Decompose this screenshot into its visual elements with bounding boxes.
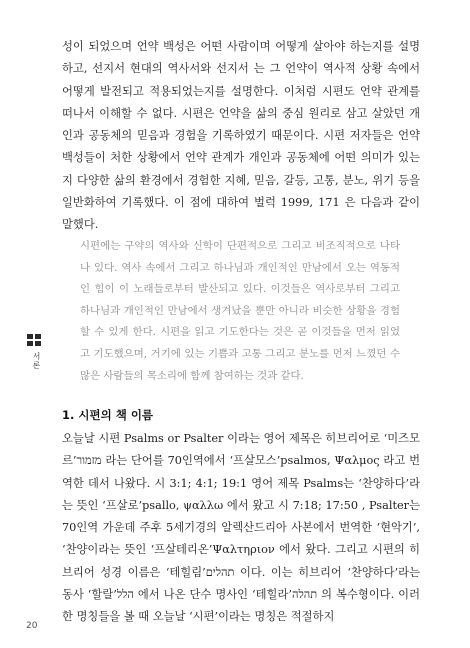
section-heading: 1. 시편의 책 이름 bbox=[62, 408, 154, 422]
section-marker-icon bbox=[27, 334, 43, 346]
block-quote: 시편에는 구약의 역사와 신학이 단편적으로 그리고 비조직적으로 나타나 있다. 역사 속에서 그리고 하나님과 개인적인 만남에서 오는 역동적인 힘이 이 노래들로부터 발산되고 있다. 이것들은 역사로부터 그리고 하나님과 개인적인 만남에서 생겨났을 뿐만 아니라 비슷한 상황을 경험할 수 있게 한다. 시편을 읽고 기도한다는 것은 곧 이것들을 먼저 읽었고 기도했으며, 거기에 있는 기쁨과 고통 그리고 분노를 먼저 느꼈던 수많은 사람들의 목소리에 함께 참여하는 것과 같다. bbox=[80, 240, 400, 382]
page-number: 20 bbox=[26, 621, 38, 631]
intro-paragraph: 성이 되었으며 언약 백성은 어떤 사람이며 어떻게 살아야 하는지를 설명하고, 선지서 현대의 역사서와 선지서 는 그 언약이 역사적 상황 속에서 어떻게 발전되고 적용되었는지를 설명한다. 이처럼 시편도 언약 관계를 떠나서 이해할 수 없다. 시편은 언약을 삶의 중심 원리로 삼고 살았던 개인과 공동체의 믿음과 경험을 기록하였기 때문이다. 시편 저자들은 언약 백성들이 처한 상황에서 언약 관계가 개인과 공동체에 어떤 의미가 있는지 다양한 삶의 환경에서 경험한 지혜, 믿음, 갈등, 고통, 분노, 위기 등을 일반화하여 기록했다. 이 점에 대하여 벌럭 1999, 171 은 다음과 같이 말했다. bbox=[62, 40, 420, 232]
body-paragraph: 오늘날 시편 Psalms or Psalter 이라는 영어 제목은 히브리어로 ‘미즈모르’מזמור 라는 단어를 70인역에서 ‘프살모스’psalmos, Ψαλμος 라고 번역한 데서 나왔다. 시 3:1; 4:1; 19:1 영어 제목 Psalms는 ‘찬양하다’라는 뜻인 ‘프살로’psallo, ψαλλω 에서 왔고 시 7:18; 17:50 , Psalter는 70인역 가운데 주후 5세기경의 알렉산드리아 사본에서 번역한 ‘현악기’, ‘찬양이라는 뜻인 ‘프살테리온’Ψαλτηριον 에서 왔다. 그리고 시편의 히브리어 성경 이름은 ‘테힐림’תהלים 이다. 이는 히브리어 ‘찬양하다’라는 동사 ‘할랄’הלל 에서 나온 단수 명사인 ‘테힐라’תהלה 의 복수형이다. 이러한 명칭들을 볼 때 오늘날 ‘시편’이라는 명칭은 적절하지 bbox=[62, 432, 421, 624]
chapter-side-label: 서론 bbox=[32, 352, 41, 370]
